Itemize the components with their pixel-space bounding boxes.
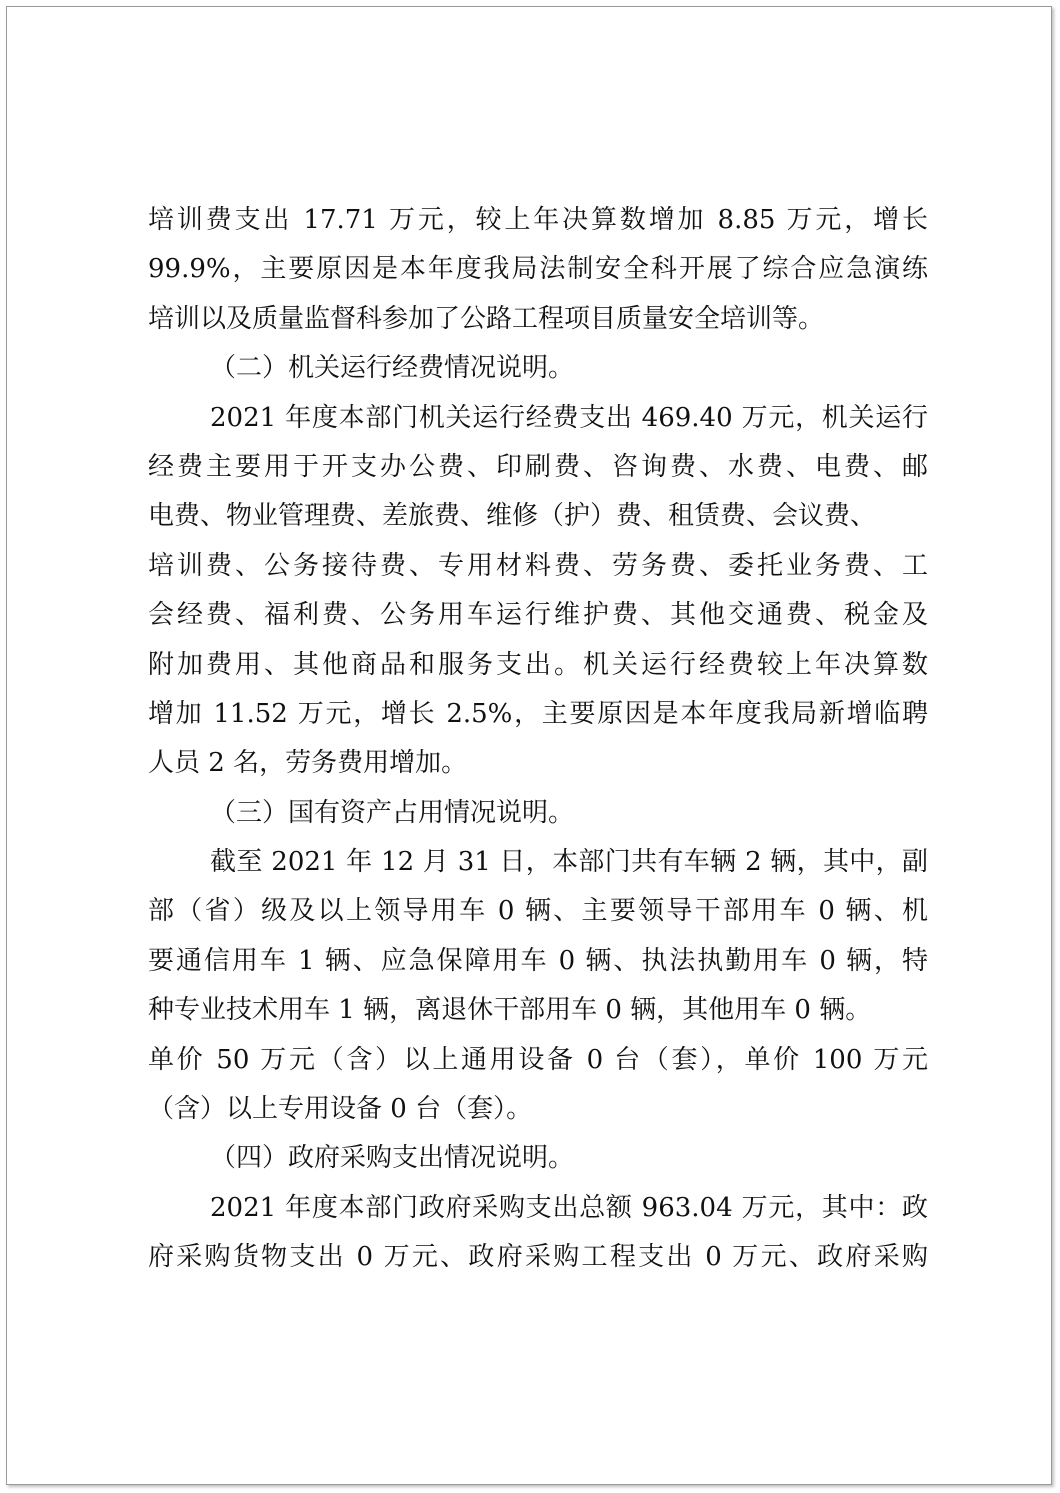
paragraph-line: 府采购货物支出 0 万元、政府采购工程支出 0 万元、政府采购: [148, 1242, 928, 1273]
paragraph-line: 培训以及质量监督科参加了公路工程项目质量安全培训等。: [148, 303, 825, 334]
paragraph-line: 附加费用、其他商品和服务支出。机关运行经费较上年决算数: [148, 649, 928, 680]
paragraph-line: 99.9%，主要原因是本年度我局法制安全科开展了综合应急演练: [148, 254, 928, 285]
paragraph-line: 截至 2021 年 12 月 31 日，本部门共有车辆 2 辆，其中，副: [210, 847, 928, 878]
paragraph-line: 部（省）级及以上领导用车 0 辆、主要领导干部用车 0 辆、机: [148, 896, 928, 927]
document-body: [148, 196, 928, 1283]
section-heading: （三）国有资产占用情况说明。: [210, 797, 575, 828]
paragraph-line: 单价 50 万元（含）以上通用设备 0 台（套），单价 100 万元: [148, 1044, 928, 1075]
paragraph-line: 会经费、福利费、公务用车运行维护费、其他交通费、税金及: [148, 600, 928, 631]
paragraph-line: 种专业技术用车 1 辆，离退休干部用车 0 辆，其他用车 0 辆。: [148, 995, 872, 1026]
section-heading: （二）机关运行经费情况说明。: [210, 353, 575, 384]
paragraph-line: 电费、物业管理费、差旅费、维修（护）费、租赁费、会议费、: [148, 501, 877, 532]
paragraph-line: （含）以上专用设备 0 台（套）。: [148, 1094, 533, 1125]
paragraph-line: 经费主要用于开支办公费、印刷费、咨询费、水费、电费、邮: [148, 451, 928, 482]
paragraph-line: 要通信用车 1 辆、应急保障用车 0 辆、执法执勤用车 0 辆，特: [148, 945, 928, 976]
paragraph-line: 培训费支出 17.71 万元，较上年决算数增加 8.85 万元，增长: [148, 205, 928, 235]
paragraph-line: 培训费、公务接待费、专用材料费、劳务费、委托业务费、工: [148, 550, 928, 581]
paragraph-line: 人员 2 名，劳务费用增加。: [148, 748, 468, 779]
paragraph-line: 增加 11.52 万元，增长 2.5%，主要原因是本年度我局新增临聘: [148, 698, 928, 729]
section-heading: （四）政府采购支出情况说明。: [210, 1143, 575, 1174]
paragraph-line: 2021 年度本部门机关运行经费支出 469.40 万元，机关运行: [210, 402, 928, 433]
paragraph-line: 2021 年度本部门政府采购支出总额 963.04 万元，其中：政: [210, 1192, 928, 1223]
